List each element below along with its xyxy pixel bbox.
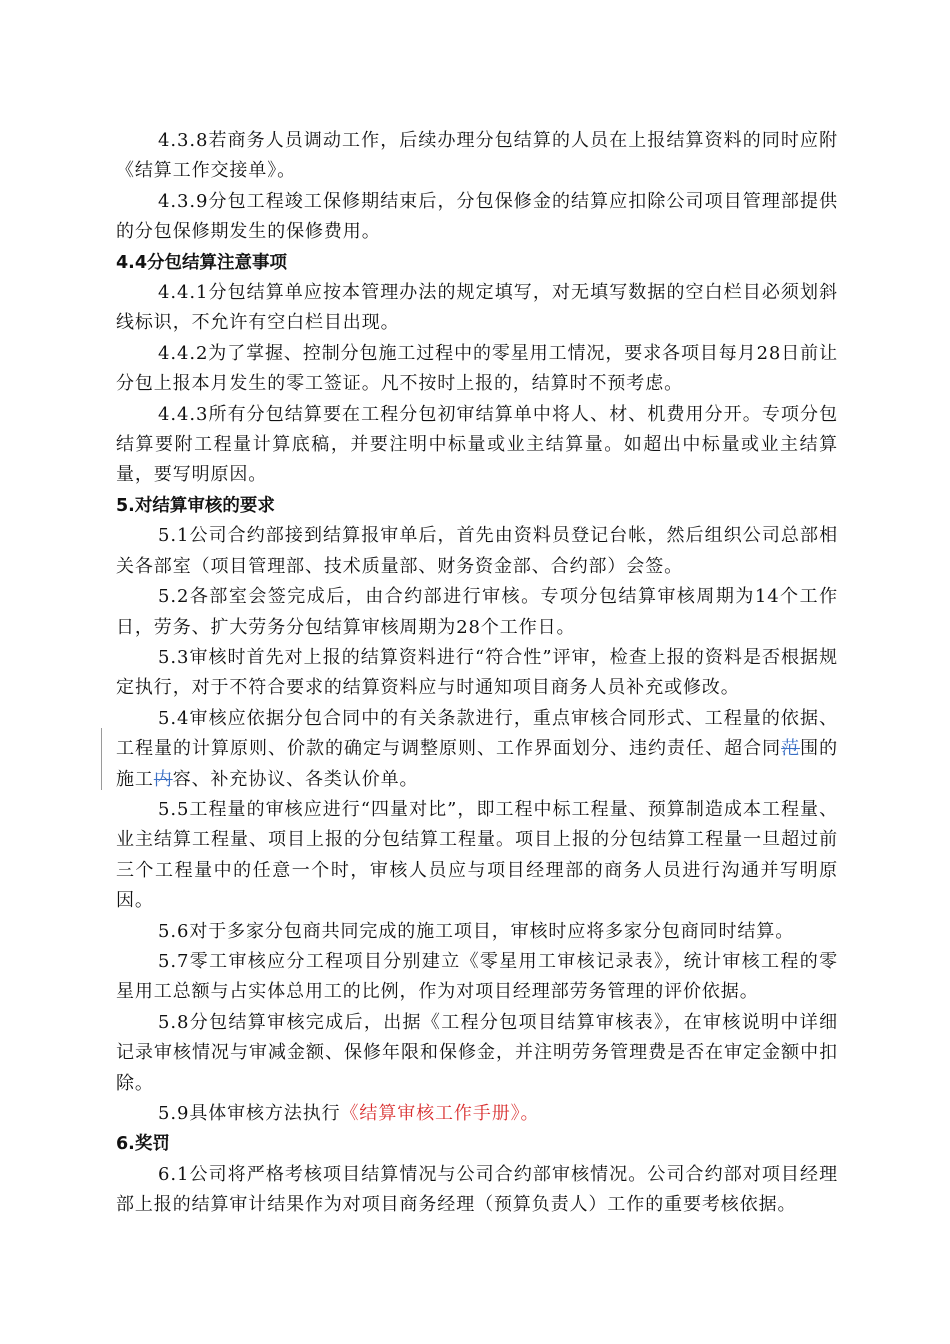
paragraph: 4.3.9分包工程竣工保修期结束后，分包保修金的结算应扣除公司项目管理部提供的分包保修期发生的保修费用。 bbox=[116, 190, 838, 243]
paragraph: 5.3审核时首先对上报的结算资料进行“符合性”评审，检查上报的资料是否根据规定执行，对于不符合要求的结算资料应与时通知项目商务人员补充或修改。 bbox=[116, 646, 838, 699]
text-run: 容、补充协议、各类认价单。 bbox=[172, 768, 419, 790]
text-run: 围的施工 bbox=[116, 738, 838, 790]
paragraph bbox=[116, 1099, 838, 1129]
tracked-deletion: 范 bbox=[781, 738, 801, 760]
paragraph: 5.5工程量的审核应进行“四量对比”，即工程中标工程量、预算制造成本工程量、业主结算工程量、项目上报的分包结算工程量。项目上报的分包结算工程量一旦超过前三个工程量中的任意一个时，审核人员应与项目经理部的商务人员进行沟通并写明原因。 bbox=[116, 798, 838, 912]
paragraph bbox=[116, 704, 838, 795]
text-run: 5.4审核应依据分包合同中的有关条款进行，重点审核合同形式、工程量的依据、工程量的计算原则、价款的确定与调整原则、工作界面划分、违约责任、超合同 bbox=[116, 707, 838, 760]
paragraph: 4.3.8若商务人员调动工作，后续办理分包结算的人员在上报结算资料的同时应附《结算工作交接单》。 bbox=[116, 130, 838, 182]
paragraph: 5.1公司合约部接到结算报审单后，首先由资料员登记台帐，然后组织公司总部相关各部室（项目管理部、技术质量部、财务资金部、合约部）会签。 bbox=[116, 525, 838, 577]
section-heading: 5.对结算审核的要求 bbox=[116, 495, 275, 516]
tracked-deletion: 内 bbox=[153, 768, 173, 790]
section-heading: 4.4分包结算注意事项 bbox=[116, 252, 288, 273]
paragraph: 4.4.1分包结算单应按本管理办法的规定填写，对无填写数据的空白栏目必须划斜线标识，不允许有空白栏目出现。 bbox=[116, 282, 838, 334]
section-heading: 6.奖罚 bbox=[116, 1134, 170, 1155]
paragraph: 6.1公司将严格考核项目结算情况与公司合约部审核情况。公司合约部对项目经理部上报的结算审计结果作为对项目商务经理（预算负责人）工作的重要考核依据。 bbox=[116, 1163, 838, 1216]
paragraph: 5.7零工审核应分工程项目分别建立《零星用工审核记录表》，统计审核工程的零星用工总额与占实体总用工的比例，作为对项目经理部劳务管理的评价依据。 bbox=[116, 950, 838, 1003]
paragraph: 5.2各部室会签完成后，由合约部进行审核。专项分包结算审核周期为14个工作日，劳务、扩大劳务分包结算审核周期为28个工作日。 bbox=[116, 586, 838, 638]
text-run: 5.9具体审核方法执行 bbox=[158, 1103, 341, 1124]
revision-change-bar bbox=[101, 728, 102, 790]
document-body bbox=[116, 126, 838, 1221]
paragraph: 5.6对于多家分包商共同完成的施工项目，审核时应将多家分包商同时结算。 bbox=[158, 920, 795, 942]
paragraph: 4.4.3所有分包结算要在工程分包初审结算单中将人、材、机费用分开。专项分包结算要附工程量计算底稿，并要注明中标量或业主结算量。如超出中标量或业主结算量，要写明原因。 bbox=[116, 403, 838, 486]
paragraph: 4.4.2为了掌握、控制分包施工过程中的零星用工情况，要求各项目每月28日前让分包上报本月发生的零工签证。凡不按时上报的，结算时不预考虑。 bbox=[116, 342, 838, 395]
paragraph: 5.8分包结算审核完成后，出据《工程分包项目结算审核表》，在审核说明中详细记录审核情况与审减金额、保修年限和保修金，并注明劳务管理费是否在审定金额中扣除。 bbox=[116, 1011, 838, 1094]
referenced-document-link: 《结算审核工作手册》。 bbox=[340, 1103, 540, 1124]
